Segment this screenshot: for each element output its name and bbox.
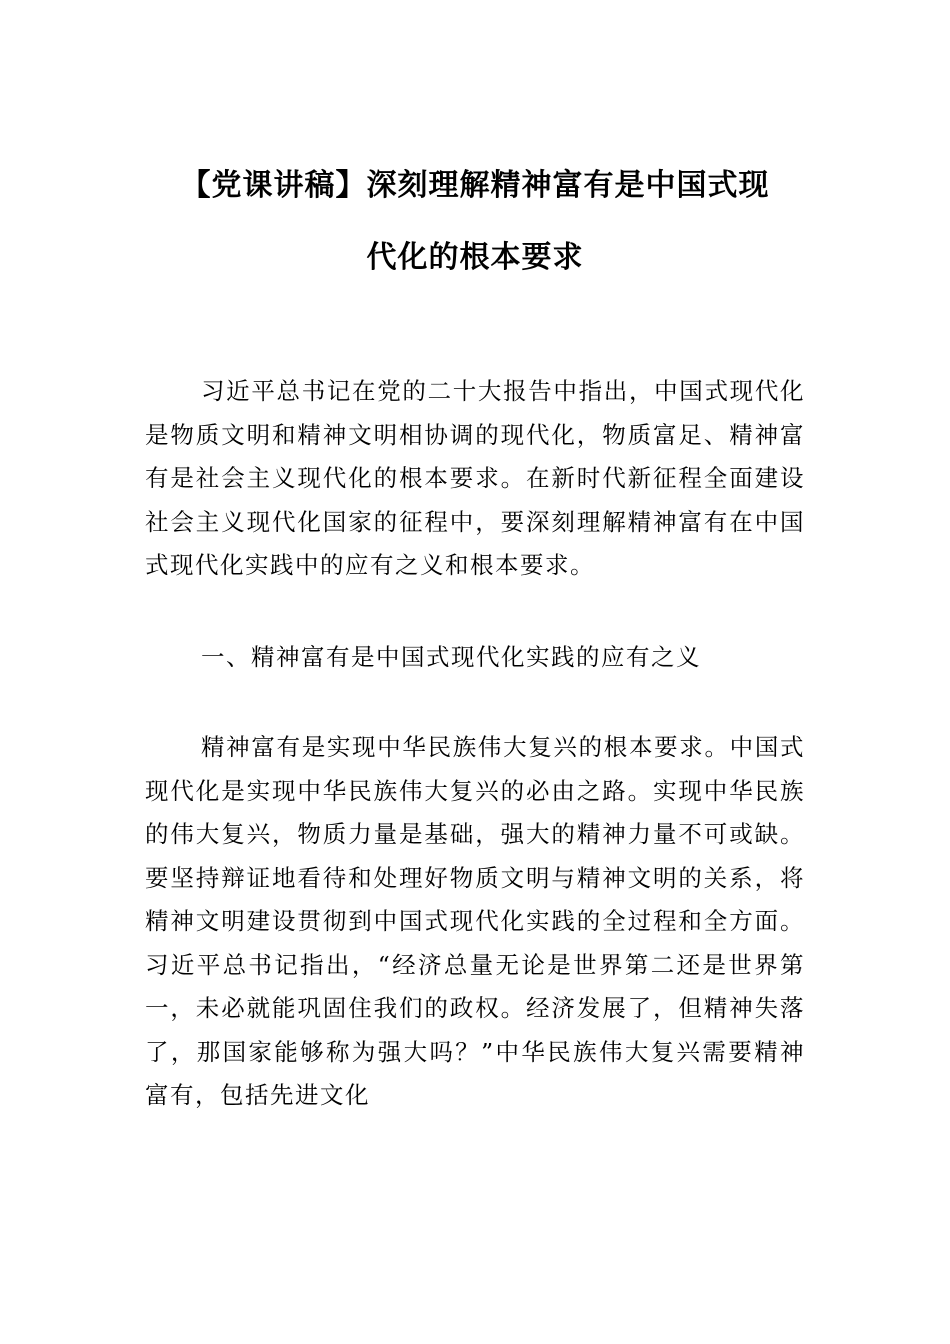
intro-paragraph: 习近平总书记在党的二十大报告中指出，中国式现代化是物质文明和精神文明相协调的现代化，物质富足、精神富有是社会主义现代化的根本要求。在新时代新征程全面建设社会主义现代化国家的征程中，要深刻理解精神富有在中国式现代化实践中的应有之义和根本要求。 [145,377,805,579]
body-paragraph-1: 精神富有是实现中华民族伟大复兴的根本要求。中国式现代化是实现中华民族伟大复兴的必由之路。实现中华民族的伟大复兴，物质力量是基础，强大的精神力量不可或缺。要坚持辩证地看待和处理好物质文明与精神文明的关系，将精神文明建设贯彻到中国式现代化实践的全过程和全方面。习近平总书记指出，“经济总量无论是世界第二还是世界第一，未必就能巩固住我们的政权。经济发展了，但精神失落了，那国家能够称为强大吗？”中华民族伟大复兴需要精神富有，包括先进文化 [145,733,805,1109]
title-line-1: 【党课讲稿】深刻理解精神富有是中国式现 [180,168,770,203]
title-line-2: 代化的根本要求 [366,240,584,275]
document-title [140,150,810,294]
section-heading-1: 一、精神富有是中国式现代化实践的应有之义 [201,643,701,671]
